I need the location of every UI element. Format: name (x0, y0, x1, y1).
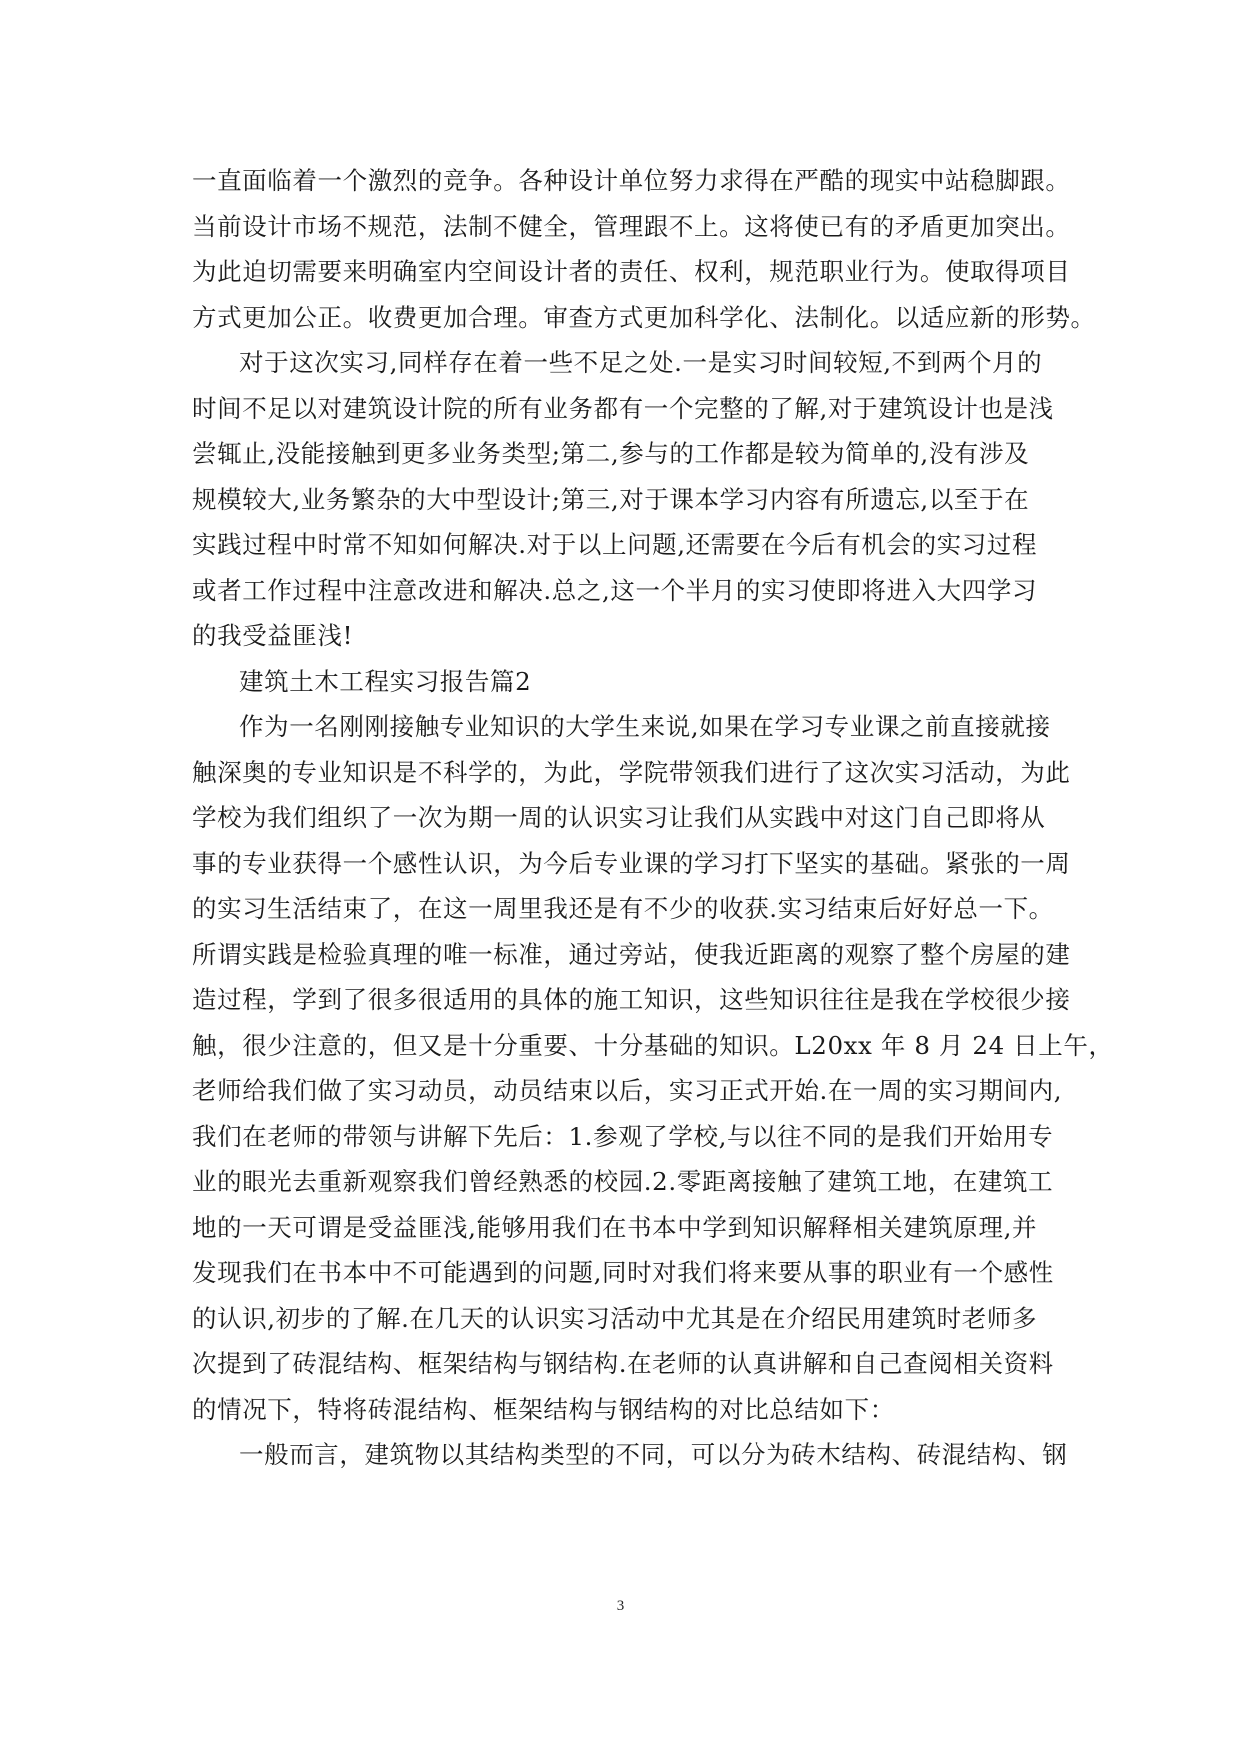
text-line: 尝辄止,没能接触到更多业务类型;第二,参与的工作都是较为简单的,没有涉及 (192, 439, 1030, 468)
text-line: 业的眼光去重新观察我们曾经熟悉的校园.2.零距离接触了建筑工地，在建筑工 (192, 1167, 1054, 1196)
text-line: 规模较大,业务繁杂的大中型设计;第三,对于课本学习内容有所遗忘,以至于在 (192, 484, 1030, 514)
document-body (192, 158, 1114, 1478)
text-line: 时间不足以对建筑设计院的所有业务都有一个完整的了解,对于建筑设计也是浅 (192, 393, 1054, 423)
paragraph-start-line: 一般而言，建筑物以其结构类型的不同，可以分为砖木结构、砖混结构、钢 (239, 1440, 1068, 1469)
text-line: 老师给我们做了实习动员，动员结束以后，实习正式开始.在一周的实习期间内, (192, 1076, 1063, 1105)
page-number: 3 (616, 1598, 625, 1614)
text-line: 当前设计市场不规范，法制不健全，管理跟不上。这将使已有的矛盾更加突出。 (192, 211, 1071, 241)
text-line: 实践过程中时常不知如何解决.对于以上问题,还需要在今后有机会的实习过程 (192, 530, 1038, 559)
text-line: 学校为我们组织了一次为期一周的认识实习让我们从实践中对这门自己即将从 (192, 803, 1046, 832)
section-heading: 建筑土木工程实习报告篇2 (239, 666, 532, 696)
text-line: 为此迫切需要来明确室内空间设计者的责任、权利，规范职业行为。使取得项目 (192, 257, 1071, 286)
text-line: 次提到了砖混结构、框架结构与钢结构.在老师的认真讲解和自己查阅相关资料 (192, 1349, 1054, 1378)
text-line: 的实习生活结束了，在这一周里我还是有不少的收获.实习结束后好好总一下。 (192, 894, 1054, 923)
text-line: 触，很少注意的，但又是十分重要、十分基础的知识。L20xx 年 8 月 24 日上午， (192, 1030, 1114, 1060)
text-line: 或者工作过程中注意改进和解决.总之,这一个半月的实习使即将进入大四学习 (192, 575, 1038, 605)
text-line: 地的一天可谓是受益匪浅,能够用我们在书本中学到知识解释相关建筑原理,并 (192, 1212, 1038, 1242)
text-line: 一直面临着一个激烈的竞争。各种设计单位努力求得在严酷的现实中站稳脚跟。 (192, 166, 1071, 195)
paragraph-start-line: 作为一名刚刚接触专业知识的大学生来说,如果在学习专业课之前直接就接 (239, 712, 1051, 741)
text-line: 发现我们在书本中不可能遇到的问题,同时对我们将来要从事的职业有一个感性 (192, 1258, 1054, 1287)
text-line: 触深奥的专业知识是不科学的，为此，学院带领我们进行了这次实习活动，为此 (192, 757, 1071, 787)
text-line: 的认识,初步的了解.在几天的认识实习活动中尤其是在介绍民用建筑时老师多 (192, 1303, 1038, 1333)
text-line: 造过程，学到了很多很适用的具体的施工知识，这些知识往往是我在学校很少接 (192, 985, 1071, 1014)
text-line: 我们在老师的带领与讲解下先后：1.参观了学校,与以往不同的是我们开始用专 (192, 1121, 1054, 1151)
text-line: 事的专业获得一个感性认识，为今后专业课的学习打下坚实的基础。紧张的一周 (192, 848, 1071, 878)
text-line: 方式更加公正。收费更加合理。审查方式更加科学化、法制化。以适应新的形势。 (192, 302, 1096, 332)
paragraph-start-line: 对于这次实习,同样存在着一些不足之处.一是实习时间较短,不到两个月的 (239, 348, 1043, 377)
text-line: 的情况下，特将砖混结构、框架结构与钢结构的对比总结如下： (192, 1394, 895, 1424)
text-line: 的我受益匪浅! (192, 621, 354, 650)
text-line: 所谓实践是检验真理的唯一标准，通过旁站，使我近距离的观察了整个房屋的建 (192, 939, 1071, 969)
